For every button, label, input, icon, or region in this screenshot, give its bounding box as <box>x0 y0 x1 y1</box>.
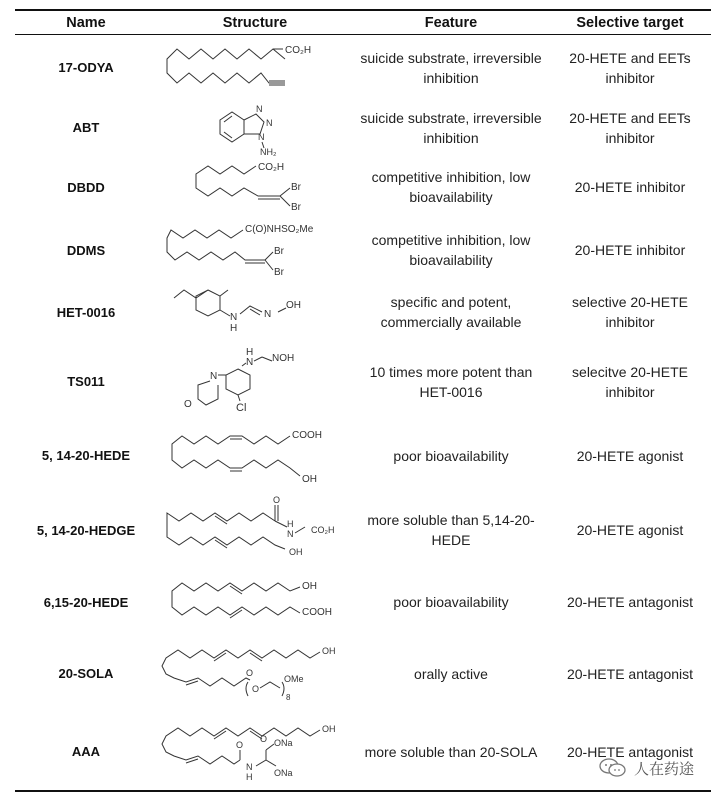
structure-label: OMe <box>284 673 304 684</box>
header-structure: Structure <box>222 14 288 31</box>
table-row <box>15 218 711 282</box>
structure-label: H <box>230 323 238 334</box>
compound-name: DDMS <box>66 242 106 258</box>
compound-name: DBDD <box>67 179 105 195</box>
compound-name: TS011 <box>67 374 105 389</box>
table-row <box>15 156 711 218</box>
table-row <box>15 342 711 421</box>
wechat-icon <box>598 757 628 779</box>
structure-label: Cl <box>236 401 247 414</box>
structure-label: H <box>246 771 253 782</box>
structure-label: Br <box>274 267 284 278</box>
structure-label: OH <box>286 300 301 311</box>
header-feature: Feature <box>424 14 478 31</box>
structure-label: OH <box>302 473 317 485</box>
feature-text: suicide substrate, irreversible inhibition <box>360 49 542 86</box>
structure-label: O <box>273 495 281 505</box>
compound-name: AAA <box>71 744 101 759</box>
table-row <box>15 36 711 99</box>
structure-ts011 <box>157 342 353 421</box>
structure-label: N <box>246 356 254 368</box>
feature-text: specific and potent, commercially available <box>380 294 522 330</box>
structure-dbdd <box>157 156 353 218</box>
table-row <box>15 421 711 490</box>
structure-label: CO₂H <box>285 44 312 56</box>
feature-text: suicide substrate, irreversible inhibition <box>360 109 542 146</box>
structure-label: OH <box>289 547 303 557</box>
structure-label: CO₂H <box>258 162 285 173</box>
structure-label: N <box>287 529 294 539</box>
structure-label: O <box>236 739 244 750</box>
feature-text: poor bioavailability <box>393 594 509 610</box>
structure-label: OH <box>322 645 336 656</box>
structure-label: H <box>287 519 294 529</box>
watermark <box>598 754 694 782</box>
structure-label: COOH <box>292 429 322 441</box>
target-text: 20-HETE agonist <box>576 522 684 538</box>
structure-label: N <box>264 309 272 320</box>
header-rule <box>15 34 711 35</box>
structure-label: N <box>246 761 253 772</box>
target-text: 20-HETE and EETs inhibitor <box>569 109 691 146</box>
compound-name: 17-ODYA <box>58 60 114 75</box>
target-text: selecitve 20-HETE inhibitor <box>572 363 688 400</box>
feature-text: 10 times more potent than HET-0016 <box>369 363 533 400</box>
structure-label: N <box>266 117 273 128</box>
structure-label: O <box>260 733 268 744</box>
target-text: 20-HETE antagonist <box>566 665 694 682</box>
structure-label: N <box>258 131 265 142</box>
structure-label: Br <box>274 246 284 257</box>
structure-label: ONa <box>274 767 293 778</box>
feature-text: competitive inhibition, low bioavailability <box>371 169 531 205</box>
header-target: Selective target <box>576 14 684 31</box>
target-text: selective 20-HETE inhibitor <box>572 294 688 330</box>
feature-text: more soluble than 5,14-20-HEDE <box>367 512 535 548</box>
compound-name: HET-0016 <box>56 304 116 320</box>
feature-text: poor bioavailability <box>393 447 509 464</box>
structure-label: C(O)NHSO₂Me <box>245 224 314 235</box>
structure-label: ONa <box>274 737 293 748</box>
structure-label: CO₂H <box>311 525 335 535</box>
structure-aaa <box>157 713 353 790</box>
target-text: 20-HETE antagonist <box>566 743 694 760</box>
structure-het-0016 <box>157 282 353 342</box>
structure-label: 8 <box>286 692 291 702</box>
header-name: Name <box>66 14 106 31</box>
structure-17-odya <box>157 36 353 99</box>
target-text: 20-HETE antagonist <box>566 594 694 610</box>
structure-label: O <box>184 398 192 410</box>
table-row <box>15 570 711 634</box>
structure-label: OH <box>322 723 336 734</box>
structure-label: O <box>246 667 254 678</box>
structure-label: COOH <box>302 607 332 618</box>
feature-text: competitive inhibition, low bioavailability <box>371 232 531 268</box>
compound-name: ABT <box>72 120 100 135</box>
structure-label: N <box>256 103 263 114</box>
feature-text: more soluble than 20-SOLA <box>364 743 538 760</box>
compound-name: 5, 14-20-HEDE <box>41 448 131 463</box>
table-row <box>15 99 711 156</box>
structure-label: H <box>246 346 254 358</box>
feature-text: orally active <box>414 665 488 682</box>
structure-ddms <box>157 218 353 282</box>
structure-label: N <box>210 370 218 382</box>
structure-label: N <box>230 312 238 323</box>
target-text: 20-HETE agonist <box>576 447 684 464</box>
watermark-text: 人在药途 <box>634 760 695 778</box>
compound-name: 20-SOLA <box>58 666 114 681</box>
structure-label: O <box>252 683 260 694</box>
target-text: 20-HETE inhibitor <box>574 179 686 195</box>
structure-6-15-20-hede <box>157 570 353 634</box>
compound-name: 5, 14-20-HEDGE <box>36 522 136 538</box>
structure-label: Br <box>291 182 301 193</box>
structure-label: OH <box>302 581 317 592</box>
table-row <box>15 490 711 570</box>
target-text: 20-HETE inhibitor <box>574 242 686 258</box>
structure-abt <box>157 99 353 156</box>
table-bottom-rule <box>15 790 711 792</box>
structure-20-sola <box>157 634 353 713</box>
structure-5-14-20-hedge <box>157 490 353 570</box>
structure-label: NOH <box>272 352 295 364</box>
table-row <box>15 634 711 713</box>
structure-label: NH₂ <box>260 146 277 156</box>
structure-5-14-20-hede <box>157 421 353 490</box>
compound-name: 6,15-20-HEDE <box>43 594 129 610</box>
target-text: 20-HETE and EETs inhibitor <box>569 49 691 86</box>
structure-label: Br <box>291 202 301 213</box>
table-row <box>15 282 711 342</box>
